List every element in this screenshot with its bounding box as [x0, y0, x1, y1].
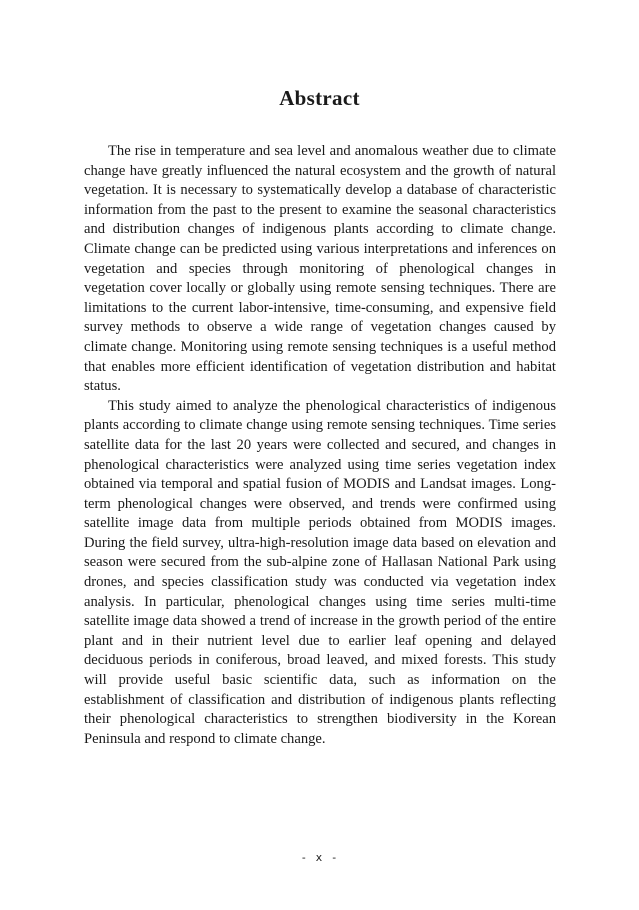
abstract-paragraph-1: The rise in temperature and sea level and anomalous weather due to climate change have greatly influenced the natural ecosystem and the growth of natural vegetation. It is necessary to systematically develop a database of characteristic information from the past to the present to examine the seasonal characteristics and distribution changes of indigenous plants according to climate change. Climate change can be predicted using various interpretations and inferences on vegetation and species through monitoring of phenological changes in vegetation cover locally or globally using remote sensing techniques. There are limitations to the current labor-intensive, time-consuming, and expensive field survey methods to observe a wide range of vegetation changes caused by climate change. Monitoring using remote sensing techniques is a useful method that enables more efficient identification of vegetation distribution and habitat status. [84, 143, 556, 395]
page-title: Abstract [279, 86, 360, 110]
page-number: - x - [300, 851, 339, 864]
abstract-paragraph-2: This study aimed to analyze the phenological characteristics of indigenous plants according to climate change using remote sensing techniques. Time series satellite data for the last 20 years were collected and secured, and changes in phenological characteristics were analyzed using time series vegetation index obtained via temporal and spatial fusion of MODIS and Landsat images. Long-term phenological changes were observed, and trends were confirmed using satellite image data from multiple periods obtained from MODIS images. During the field survey, ultra-high-resolution image data based on elevation and season were secured from the sub-alpine zone of Hallasan National Park using drones, and species classification study was conducted via vegetation index analysis. In particular, phenological changes using time series multi-time satellite image data showed a trend of increase in the growth period of the entire plant and in their nutrient level due to earlier leaf opening and delayed deciduous periods in coniferous, broad leaved, and mixed forests. This study will provide useful basic scientific data, such as information on the establishment of classification and distribution of indigenous plants reflecting their phenological characteristics to strengthen biodiversity in the Korean Peninsula and respond to climate change. [84, 397, 556, 747]
abstract-body [84, 142, 556, 749]
